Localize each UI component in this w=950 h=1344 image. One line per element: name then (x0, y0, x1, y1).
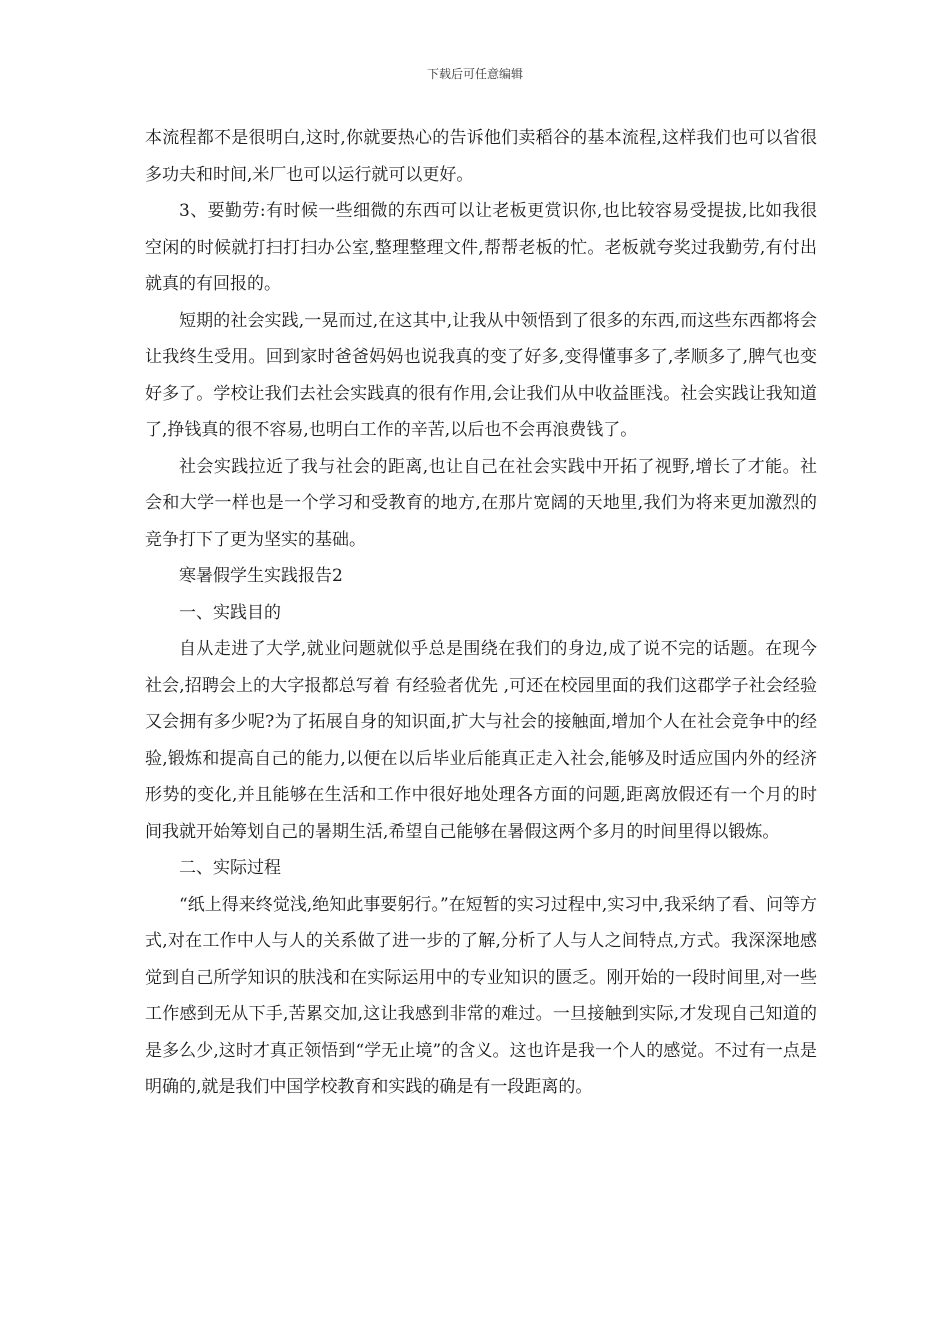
report-title: 寒暑假学生实践报告2 (179, 566, 343, 586)
section-heading-purpose: 一、实践目的 (179, 602, 281, 623)
document-body (145, 120, 817, 1106)
page-header-note: 下载后可任意编辑 (426, 67, 523, 81)
paragraph-short-practice: 短期的社会实践,一晃而过,在这其中,让我从中领悟到了很多的东西,而这些东西都将会让我终生受用。回到家时爸爸妈妈也说我真的变了好多,变得懂事多了,孝顺多了,脾气也变好多了。学校让我们去社会实践真的很有作用,会让我们从中收益匪浅。社会实践让我知道了,挣钱真的很不容易,也明白工作的辛苦,以后也不会再浪费钱了。 (145, 310, 817, 440)
paragraph-closer-to-society: 社会实践拉近了我与社会的距离,也让自己在社会实践中开拓了视野,增长了才能。社会和大学一样也是一个学习和受教育的地方,在那片宽阔的天地里,我们为将来更加激烈的竞争打下了更为坚实的基础。 (145, 456, 817, 550)
paragraph-diligence: 3、要勤劳:有时候一些细微的东西可以让老板更赏识你,也比较容易受提拔,比如我很空闲的时候就打扫打扫办公室,整理整理文件,帮帮老板的忙。老板就夸奖过我勤劳,有付出就真的有回报的。 (145, 201, 817, 294)
paragraph-purpose: 自从走进了大学,就业问题就似乎总是围绕在我们的身边,成了说不完的话题。在现今社会,招聘会上的大字报都总写着 有经验者优先 ,可还在校园里面的我们这郡学子社会经验又会拥有多少呢?为了拓展自身的知识面,扩大与社会的接触面,增加个人在社会竞争中的经验,锻炼和提高自己的能力,以便在以后毕业后能真正走入社会,能够及时适应国内外的经济形势的变化,并且能够在生活和工作中很好地处理各方面的问题,距离放假还有一个月的时间我就开始筹划自己的暑期生活,希望自己能够在暑假这两个多月的时间里得以锻炼。 (145, 639, 817, 842)
paragraph-continuation: 本流程都不是很明白,这时,你就要热心的告诉他们卖稻谷的基本流程,这样我们也可以省很多功夫和时间,米厂也可以运行就可以更好。 (145, 128, 817, 185)
paragraph-process: “纸上得来终觉浅,绝知此事要躬行。”在短暂的实习过程中,实习中,我采纳了看、问等方式,对在工作中人与人的关系做了进一步的了解,分析了人与人之间特点,方式。我深深地感觉到自己所学知识的肤浅和在实际运用中的专业知识的匮乏。刚开始的一段时间里,对一些工作感到无从下手,苦累交加,这让我感到非常的难过。一旦接触到实际,才发现自己知道的是多么少,这时才真正领悟到“学无止境”的含义。这也许是我一个人的感觉。不过有一点是明确的,就是我们中国学校教育和实践的确是有一段距离的。 (145, 894, 817, 1097)
section-heading-process: 二、实际过程 (179, 858, 281, 878)
